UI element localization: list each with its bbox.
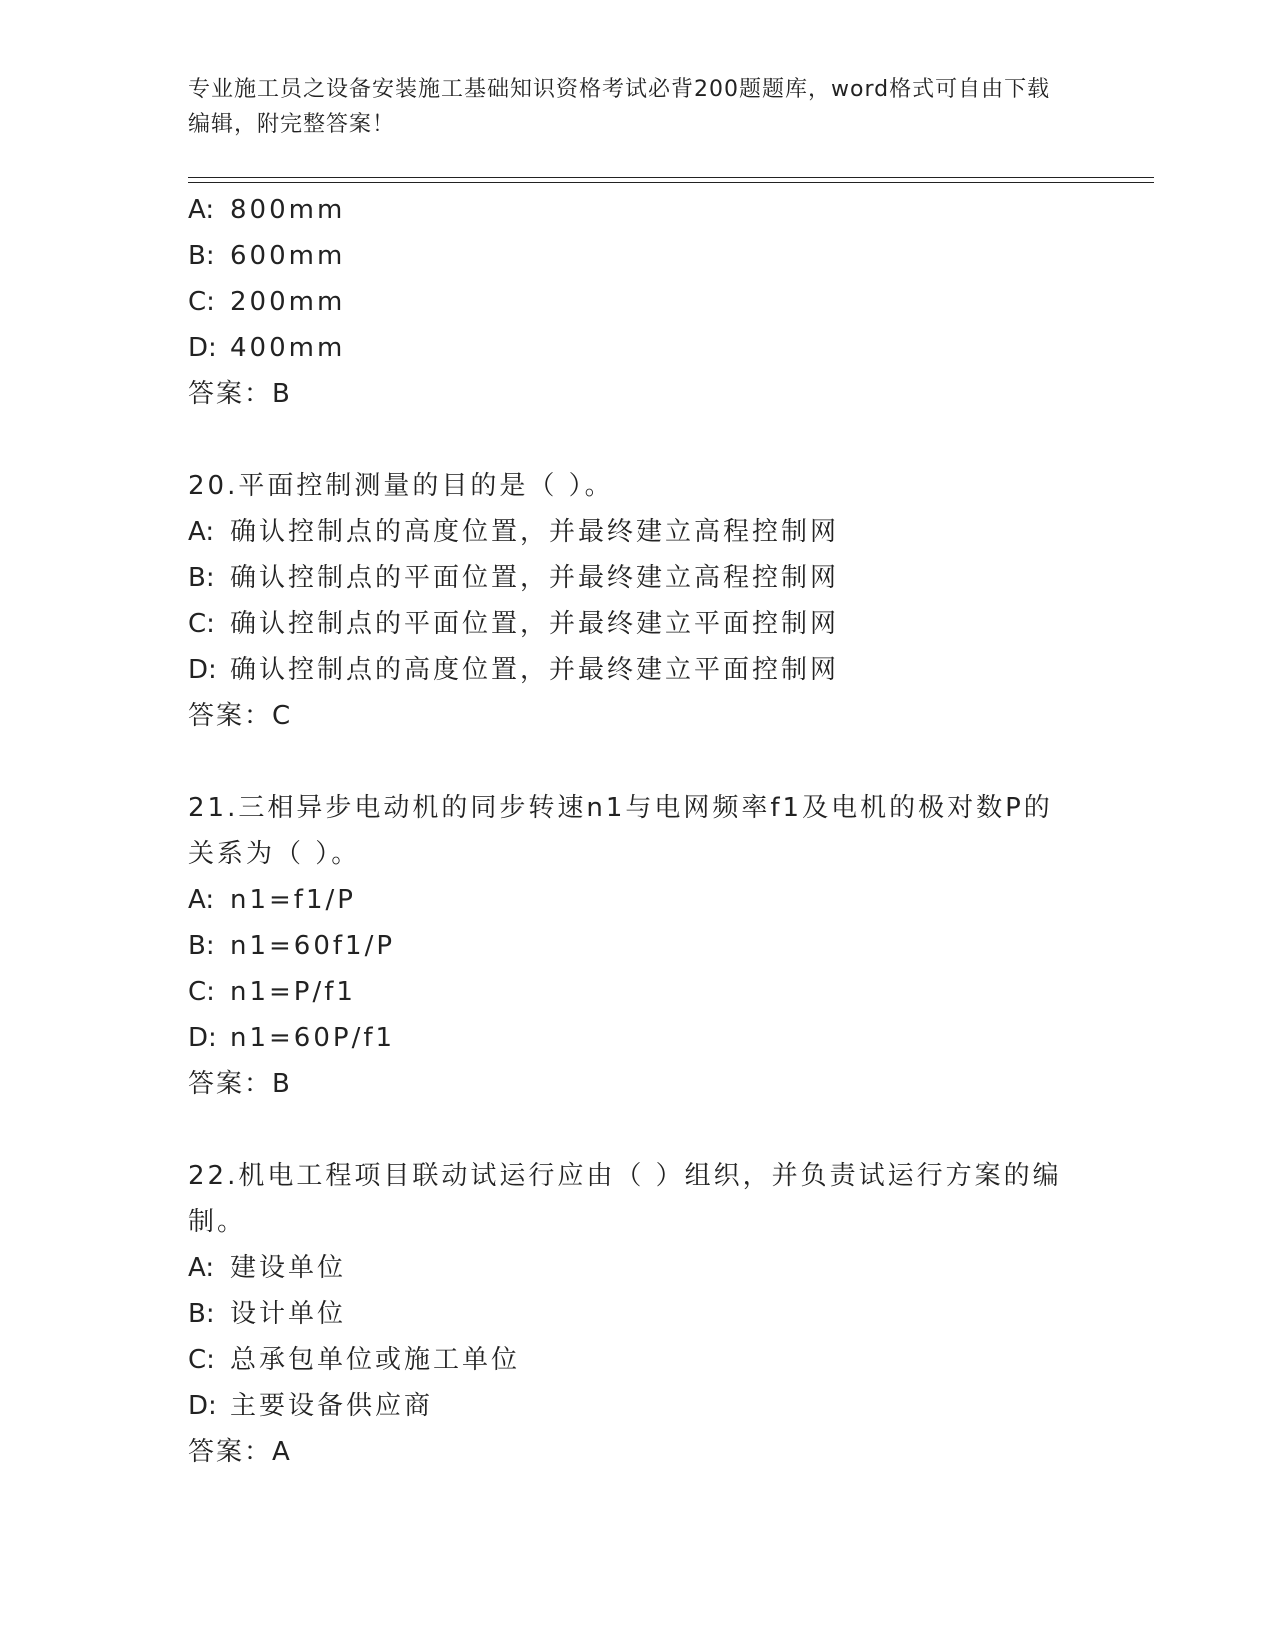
option-b bbox=[188, 555, 1088, 601]
option-prefix: C: bbox=[188, 977, 215, 1007]
option-prefix: C: bbox=[188, 287, 215, 317]
option-text: n1=60f1/P bbox=[230, 931, 396, 961]
option-prefix: B: bbox=[188, 931, 215, 961]
option-text: 400mm bbox=[230, 333, 346, 363]
option-b bbox=[188, 233, 1088, 279]
option-text: 确认控制点的高度位置，并最终建立平面控制网 bbox=[230, 655, 840, 685]
answer-line: 答案：A bbox=[188, 1437, 292, 1467]
option-prefix: D: bbox=[188, 655, 217, 685]
question-block-20 bbox=[188, 463, 1088, 739]
option-prefix: B: bbox=[188, 563, 215, 593]
answer-line: 答案：C bbox=[188, 701, 293, 731]
question-block-22 bbox=[188, 1153, 1088, 1475]
option-prefix: D: bbox=[188, 1023, 217, 1053]
option-c bbox=[188, 1337, 1088, 1383]
option-d bbox=[188, 1383, 1088, 1429]
option-text: 800mm bbox=[230, 195, 346, 225]
option-c bbox=[188, 279, 1088, 325]
option-prefix: A: bbox=[188, 1253, 215, 1283]
document-header: 专业施工员之设备安装施工基础知识资格考试必背200题题库，word格式可自由下载编辑，附完整答案！ bbox=[188, 77, 1051, 137]
option-a bbox=[188, 187, 1088, 233]
option-c bbox=[188, 969, 1088, 1015]
option-text: 主要设备供应商 bbox=[230, 1391, 434, 1421]
header-rule-bottom bbox=[188, 182, 1154, 183]
question-text: 22.机电工程项目联动试运行应由（ ）组织，并负责试运行方案的编制。 bbox=[188, 1161, 1062, 1237]
option-prefix: D: bbox=[188, 1391, 217, 1421]
option-text: 确认控制点的平面位置，并最终建立高程控制网 bbox=[230, 563, 840, 593]
question-list bbox=[188, 187, 1088, 1475]
option-text: 200mm bbox=[230, 287, 346, 317]
option-prefix: C: bbox=[188, 1345, 215, 1375]
option-c bbox=[188, 601, 1088, 647]
option-text: 总承包单位或施工单位 bbox=[230, 1345, 521, 1375]
question-text: 21.三相异步电动机的同步转速n1与电网频率f1及电机的极对数P的关系为（ ）。 bbox=[188, 793, 1053, 869]
option-prefix: C: bbox=[188, 609, 215, 639]
answer-line: 答案：B bbox=[188, 1069, 292, 1099]
header-rule-top bbox=[188, 177, 1154, 178]
option-d bbox=[188, 325, 1088, 371]
option-text: 确认控制点的平面位置，并最终建立平面控制网 bbox=[230, 609, 840, 639]
answer-line: 答案：B bbox=[188, 379, 292, 409]
option-prefix: A: bbox=[188, 885, 215, 915]
option-text: n1=f1/P bbox=[230, 885, 356, 915]
option-a bbox=[188, 877, 1088, 923]
option-text: n1=P/f1 bbox=[230, 977, 356, 1007]
option-text: 600mm bbox=[230, 241, 346, 271]
option-a bbox=[188, 1245, 1088, 1291]
question-block-19 bbox=[188, 187, 1088, 417]
option-text: n1=60P/f1 bbox=[230, 1023, 396, 1053]
option-prefix: A: bbox=[188, 517, 215, 547]
option-prefix: B: bbox=[188, 1299, 215, 1329]
question-text: 20.平面控制测量的目的是（ ）。 bbox=[188, 471, 614, 501]
option-prefix: D: bbox=[188, 333, 217, 363]
option-a bbox=[188, 509, 1088, 555]
option-b bbox=[188, 923, 1088, 969]
option-b bbox=[188, 1291, 1088, 1337]
option-text: 设计单位 bbox=[230, 1299, 347, 1329]
option-text: 确认控制点的高度位置，并最终建立高程控制网 bbox=[230, 517, 840, 547]
option-d bbox=[188, 647, 1088, 693]
option-d bbox=[188, 1015, 1088, 1061]
option-prefix: A: bbox=[188, 195, 215, 225]
question-block-21 bbox=[188, 785, 1088, 1107]
option-prefix: B: bbox=[188, 241, 215, 271]
option-text: 建设单位 bbox=[230, 1253, 347, 1283]
